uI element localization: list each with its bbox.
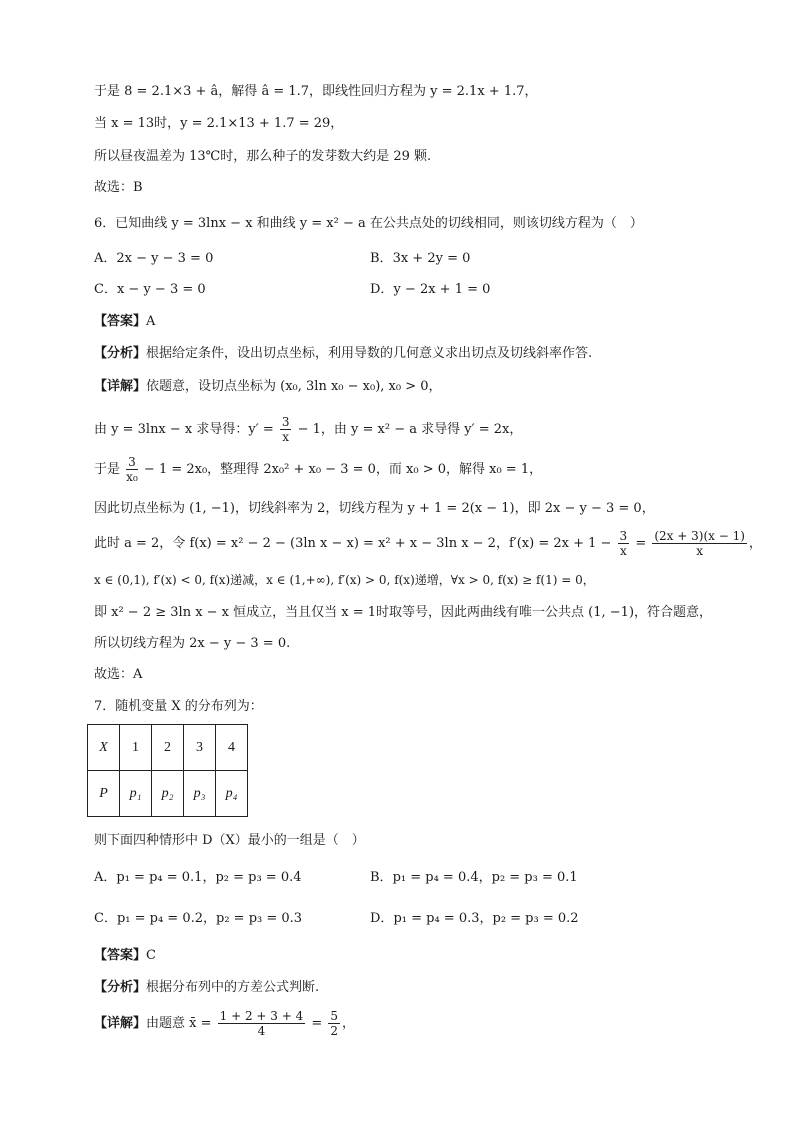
q6-detail-line: 因此切点坐标为 (1, −1)，切线斜率为 2，切线方程为 y + 1 = 2(x − 1)，即 2x − y − 3 = 0， (94, 501, 655, 516)
table-cell: p₄ (216, 771, 248, 817)
option-label: C． (94, 911, 117, 926)
q6-analysis (94, 344, 592, 364)
table-cell: X (88, 725, 120, 771)
detail-text: ， (342, 1016, 356, 1031)
fraction (126, 455, 138, 484)
solution-line: 当 x = 13时，y = 2.1×13 + 1.7 = 29， (94, 116, 344, 131)
question-7-text: 则下面四种情形中 D（X）最小的一组是（ ） (94, 833, 365, 848)
option-label: A． (94, 870, 117, 885)
table-cell: p₂ (152, 771, 184, 817)
fraction-numerator: 1 + 2 + 3 + 4 (219, 1009, 304, 1023)
q7-option-d (370, 909, 579, 929)
option-text: 2x − y − 3 = 0 (116, 251, 214, 266)
option-label: D． (370, 911, 394, 926)
q6-detail-line: x ∈ (0,1), f′(x) < 0, f(x)递减，x ∈ (1,+∞), f′(x) > 0, f(x)递增，∀x > 0, f(x) ≥ f(1) = 0， (94, 573, 595, 587)
analysis-tag: 【分析】 (94, 346, 147, 361)
detail-text: ， (748, 536, 762, 551)
fraction-denominator: x₀ (126, 470, 138, 484)
q6-detail-line: 即 x² − 2 ≥ 3ln x − x 恒成立，当且仅当 x = 1时取等号，因此两曲线有唯一公共点 (1, −1)，符合题意， (94, 605, 713, 620)
choice-line: 故选：B (94, 180, 143, 195)
option-text: p₁ = p₄ = 0.2，p₂ = p₃ = 0.3 (116, 911, 303, 926)
option-label: D． (370, 282, 394, 297)
fraction-numerator: 3 (281, 415, 290, 429)
detail-text: 于是 (94, 462, 125, 477)
answer-tag: 【答案】 (94, 948, 147, 963)
option-text: p₁ = p₄ = 0.3，p₂ = p₃ = 0.2 (393, 911, 579, 926)
fraction (280, 415, 292, 444)
detail-text: 由 y = 3lnx − x 求导得：y′ = (94, 422, 278, 437)
detail-tag: 【详解】 (94, 379, 147, 394)
option-text: y − 2x + 1 = 0 (393, 282, 491, 297)
table-row (88, 725, 248, 771)
solution-line: 于是 8 = 2.1×3 + â，解得 â = 1.7，即线性回归方程为 y = 2.1x + 1.7， (94, 84, 538, 99)
option-text: x − y − 3 = 0 (116, 282, 206, 297)
distribution-table (87, 724, 248, 817)
q6-option-c (94, 280, 206, 300)
table-cell: 1 (120, 725, 152, 771)
detail-text: 依题意，设切点坐标为 (x₀, 3ln x₀ − x₀), x₀ > 0， (146, 379, 442, 394)
question-6-stem: 6．已知曲线 y = 3lnx − x 和曲线 y = x² − a 在公共点处的切线相同，则该切线方程为（ ） (94, 216, 643, 231)
table-cell: p₁ (120, 771, 152, 817)
option-label: C． (94, 282, 117, 297)
option-text: 3x + 2y = 0 (392, 251, 471, 266)
detail-tag: 【详解】 (94, 1016, 147, 1031)
q6-option-d (370, 280, 490, 300)
fraction-denominator: x (696, 544, 704, 558)
analysis-tag: 【分析】 (94, 980, 147, 995)
q6-answer (94, 312, 155, 332)
detail-text: 此时 a = 2，令 f(x) = x² − 2 − (3ln x − x) = x² + x − 3ln x − 2，f′(x) = 2x + 1 − (94, 536, 616, 551)
option-label: A． (94, 251, 117, 266)
q6-option-b (370, 249, 470, 269)
option-label: B． (370, 251, 393, 266)
q6-detail-line: 所以切线方程为 2x − y − 3 = 0. (94, 636, 291, 651)
option-text: p₁ = p₄ = 0.4，p₂ = p₃ = 0.1 (392, 870, 578, 885)
answer-value: C (146, 948, 156, 963)
detail-text: − 1 = 2x₀，整理得 2x₀² + x₀ − 3 = 0，而 x₀ > 0，解得 x₀ = 1， (139, 462, 543, 477)
table-cell: 2 (152, 725, 184, 771)
q7-analysis (94, 978, 319, 998)
table-cell: p₃ (184, 771, 216, 817)
option-label: B． (370, 870, 393, 885)
table-cell: 4 (216, 725, 248, 771)
q6-detail-line (94, 452, 542, 488)
analysis-text: 根据给定条件，设出切点坐标，利用导数的几何意义求出切点及切线斜率作答. (146, 346, 593, 361)
q6-detail-line (94, 412, 522, 448)
q7-option-a (94, 868, 302, 888)
fraction (652, 529, 747, 558)
fraction-numerator: (2x + 3)(x − 1) (654, 529, 745, 543)
q6-option-a (94, 249, 213, 269)
fraction (618, 529, 630, 558)
fraction-numerator: 3 (128, 455, 136, 469)
q7-option-c (94, 909, 302, 929)
detail-text: 由题意 x̄ = (146, 1016, 216, 1031)
analysis-text: 根据分布列中的方差公式判断. (146, 980, 320, 995)
detail-text: − 1，由 y = x² − a 求导得 y′ = 2x， (293, 422, 523, 437)
fraction-numerator: 3 (619, 529, 628, 543)
table-row (88, 771, 248, 817)
fraction (218, 1009, 306, 1038)
table-cell: P (88, 771, 120, 817)
q7-answer (94, 946, 156, 966)
detail-text: = (631, 536, 651, 551)
fraction-denominator: x (619, 544, 627, 558)
answer-value: A (146, 314, 156, 329)
q6-detail-line (94, 377, 442, 397)
q7-detail-line (94, 1006, 355, 1042)
q7-option-b (370, 868, 578, 888)
fraction (328, 1009, 340, 1038)
q6-detail-line (94, 526, 762, 562)
choice-line: 故选：A (94, 667, 143, 682)
option-text: p₁ = p₄ = 0.1，p₂ = p₃ = 0.4 (116, 870, 302, 885)
answer-tag: 【答案】 (94, 314, 147, 329)
solution-line: 所以昼夜温差为 13℃时，那么种子的发芽数大约是 29 颗. (94, 149, 432, 164)
fraction-denominator: 4 (257, 1024, 266, 1038)
question-7-stem: 7．随机变量 X 的分布列为： (94, 699, 263, 714)
table-cell: 3 (184, 725, 216, 771)
detail-text: = (307, 1016, 327, 1031)
fraction-denominator: x (282, 430, 290, 444)
fraction-numerator: 5 (330, 1009, 339, 1023)
fraction-denominator: 2 (330, 1024, 339, 1038)
